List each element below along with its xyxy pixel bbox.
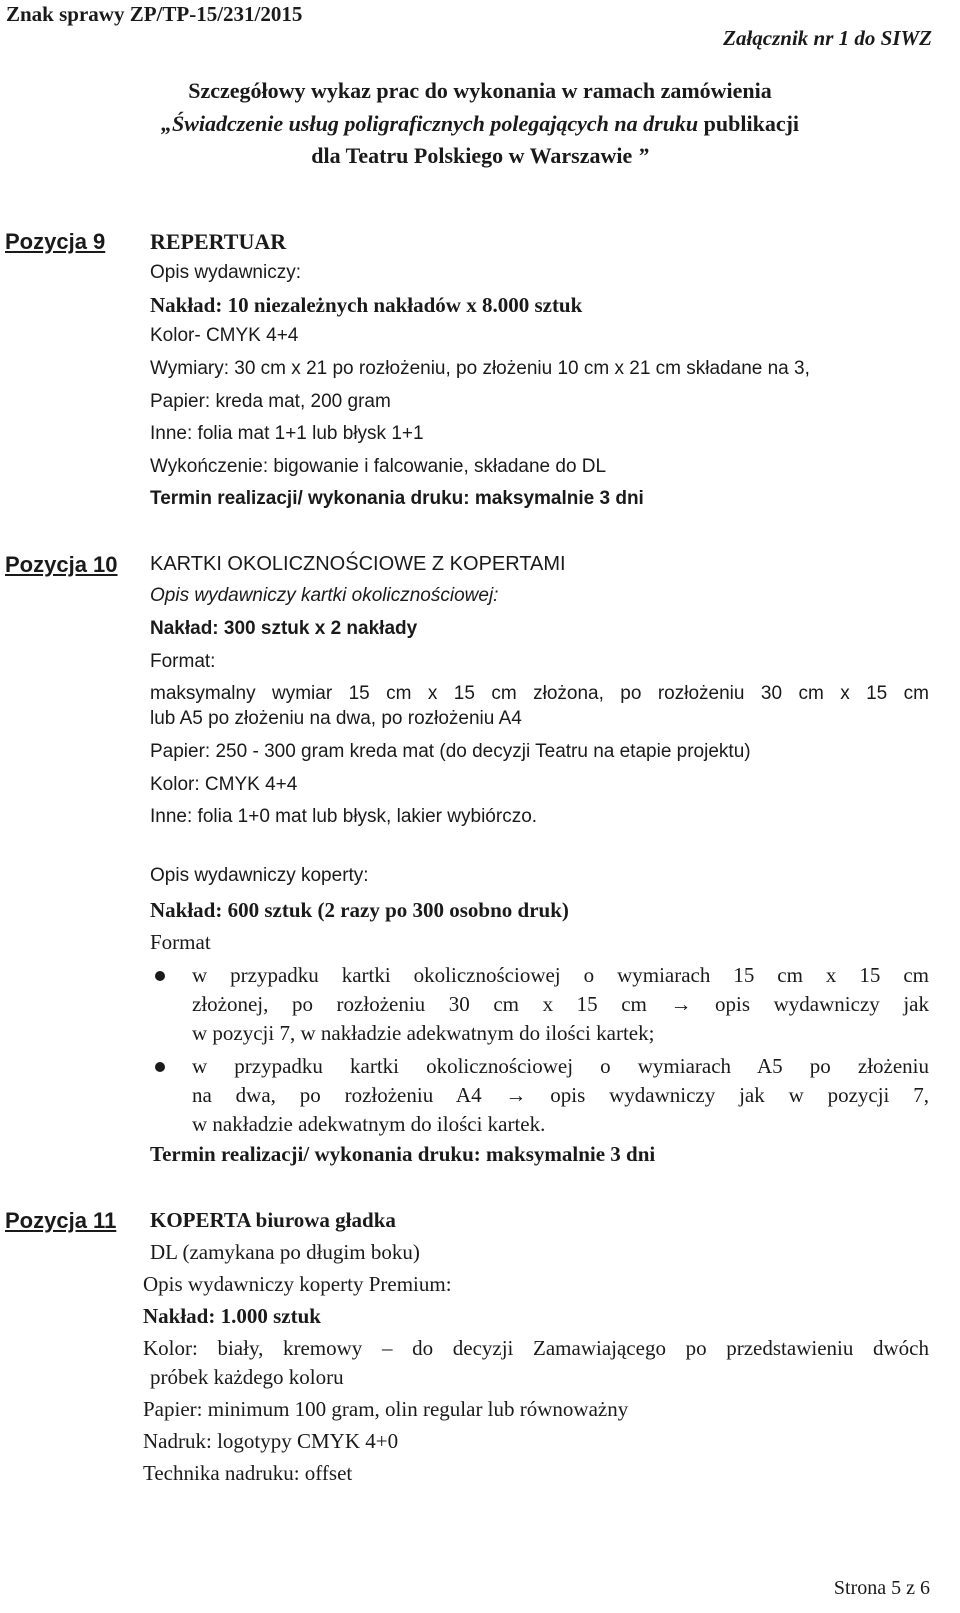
- item-opis: Opis wydawniczy:: [150, 262, 301, 283]
- page-title-line1: Szczegółowy wykaz prac do wykonania w ramach zamówienia: [188, 78, 772, 103]
- item-naklad: Nakład: 1.000 sztuk: [143, 1304, 321, 1328]
- item-format-label: Format:: [150, 651, 216, 672]
- bullet-icon: [155, 1062, 165, 1072]
- item-naklad-koperty: Nakład: 600 sztuk (2 razy po 300 osobno druk): [150, 898, 569, 922]
- page-title-line3-quote: ”: [637, 143, 649, 168]
- item-naklad: Nakład: 10 niezależnych nakładów x 8.000 sztuk: [150, 293, 583, 317]
- case-number: Znak sprawy ZP/TP-15/231/2015: [6, 2, 303, 26]
- bullet2-line2: na dwa, po rozłożeniu A4 → opis wydawniczy jak w pozycji 7,: [192, 1083, 929, 1107]
- position-label: Pozycja 10: [5, 552, 118, 577]
- position-label: Pozycja 11: [5, 1208, 117, 1233]
- page-number: Strona 5 z 6: [833, 1577, 930, 1599]
- bullet1-line3: w pozycji 7, w nakładzie adekwatnym do ilości kartek;: [192, 1021, 655, 1045]
- bullet1-line1: w przypadku kartki okolicznościowej o wymiarach 15 cm x 15 cm: [192, 963, 929, 987]
- item-papier: Papier: kreda mat, 200 gram: [150, 391, 391, 412]
- page-title-line3-text: dla Teatru Polskiego w Warszawie: [311, 143, 633, 168]
- item-opis-kartki: Opis wydawniczy kartki okolicznościowej:: [150, 585, 499, 606]
- bullet-icon: [155, 971, 165, 981]
- annex-label: Załącznik nr 1 do SIWZ: [723, 26, 932, 50]
- item-format2-label: Format: [150, 930, 211, 954]
- item-technika: Technika nadruku: offset: [143, 1461, 353, 1485]
- item-kolor-line1: Kolor: biały, kremowy – do decyzji Zamawiającego po przedstawieniu dwóch: [143, 1336, 929, 1360]
- item-inne: Inne: folia mat 1+1 lub błysk 1+1: [150, 423, 424, 444]
- page-title-line3: [0, 143, 960, 169]
- item-wymiary: Wymiary: 30 cm x 21 po rozłożeniu, po złożeniu 10 cm x 21 cm składane na 3,: [150, 358, 810, 379]
- item-format-line1: maksymalny wymiar 15 cm x 15 cm złożona, po rozłożeniu 30 cm x 15 cm: [150, 683, 929, 704]
- item-kolor: Kolor: CMYK 4+4: [150, 774, 298, 795]
- item-opis: Opis wydawniczy koperty Premium:: [143, 1272, 452, 1296]
- item-wykonczenie: Wykończenie: bigowanie i falcowanie, składane do DL: [150, 456, 607, 477]
- item-termin: Termin realizacji/ wykonania druku: maksymalnie 3 dni: [150, 488, 644, 509]
- item-naklad-kartki: Nakład: 300 sztuk x 2 nakłady: [150, 618, 418, 639]
- item-format-line2: lub A5 po złożeniu na dwa, po rozłożeniu A4: [150, 708, 522, 729]
- item-papier: Papier: 250 - 300 gram kreda mat (do decyzji Teatru na etapie projektu): [150, 741, 751, 762]
- item-name: KARTKI OKOLICZNOŚCIOWE Z KOPERTAMI: [150, 553, 566, 575]
- item-kolor-line2: próbek każdego koloru: [150, 1365, 344, 1389]
- bullet2-line3: w nakładzie adekwatnym do ilości kartek.: [192, 1112, 546, 1136]
- item-inne: Inne: folia 1+0 mat lub błysk, lakier wybiórczo.: [150, 806, 538, 827]
- page-title-line2: [0, 111, 960, 137]
- item-dl: DL (zamykana po długim boku): [150, 1240, 420, 1264]
- page-title-line2-italic: „Świadczenie usług poligraficznych polegających na druku: [160, 111, 699, 136]
- bullet2-line1: w przypadku kartki okolicznościowej o wymiarach A5 po złożeniu: [192, 1054, 929, 1078]
- item-name: KOPERTA biurowa gładka: [150, 1208, 396, 1232]
- item-nadruk: Nadruk: logotypy CMYK 4+0: [143, 1429, 399, 1453]
- item-name: REPERTUAR: [150, 229, 287, 254]
- item-opis-koperty: Opis wydawniczy koperty:: [150, 865, 369, 886]
- item-papier: Papier: minimum 100 gram, olin regular lub równoważny: [143, 1397, 629, 1421]
- page-title-line2-rest: publikacji: [703, 111, 800, 136]
- item-termin: Termin realizacji/ wykonania druku: maksymalnie 3 dni: [150, 1142, 656, 1166]
- position-label: Pozycja 9: [5, 229, 106, 254]
- item-kolor: Kolor- CMYK 4+4: [150, 325, 299, 346]
- bullet1-line2: złożonej, po rozłożeniu 30 cm x 15 cm → opis wydawniczy jak: [192, 992, 929, 1016]
